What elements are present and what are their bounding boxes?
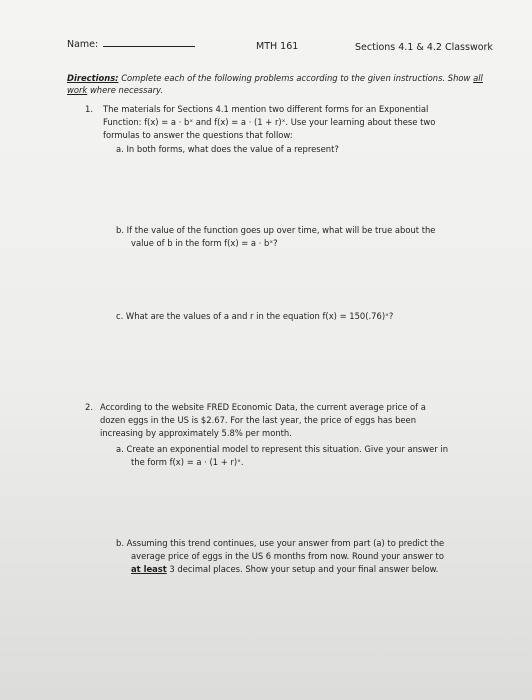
- q1c-text: c. What are the values of a and r in the equation f(x) = 150(.76)ˣ?: [116, 311, 394, 321]
- directions-work: work: [67, 85, 88, 95]
- q2a-line1: a. Create an exponential model to represent this situation. Give your answer in: [116, 444, 449, 454]
- directions-rest: where necessary.: [87, 85, 163, 95]
- course-title: MTH 161: [256, 41, 299, 52]
- q2b-line1: b. Assuming this trend continues, use your answer from part (a) to predict the: [116, 538, 445, 548]
- q1a-text: a. In both forms, what does the value of a represent?: [116, 144, 339, 154]
- q2-line3: increasing by approximately 5.8% per month.: [100, 428, 292, 438]
- q1b-line1: b. If the value of the function goes up over time, what will be true about the: [116, 225, 436, 235]
- q2b-at-least: at least: [131, 564, 167, 574]
- sections-title: Sections 4.1 & 4.2 Classwork: [355, 42, 493, 53]
- q1b-line2: value of b in the form f(x) = a · bˣ?: [131, 238, 278, 248]
- q1-line3: formulas to answer the questions that follow:: [103, 130, 293, 140]
- q1-line2: Function: f(x) = a · bˣ and f(x) = a · (1 + r)ˣ. Use your learning about these two: [103, 117, 436, 127]
- q2a-line2: the form f(x) = a · (1 + r)ˣ.: [131, 457, 244, 467]
- directions-line1: [67, 72, 483, 84]
- name-blank-line: [103, 46, 195, 47]
- directions-line2: [67, 84, 163, 96]
- q2b-line2: average price of eggs in the US 6 months from now. Round your answer to: [131, 551, 444, 561]
- directions-text: Complete each of the following problems according to the given instructions. Show: [118, 73, 474, 83]
- q1-number: 1.: [85, 104, 93, 114]
- q2-line2: dozen eggs in the US is $2.67. For the last year, the price of eggs has been: [100, 415, 417, 425]
- directions-label: Directions:: [67, 73, 119, 83]
- directions-all: all: [473, 73, 483, 83]
- q1-line1: The materials for Sections 4.1 mention two different forms for an Exponential: [103, 104, 429, 114]
- q2b-line3-rest: 3 decimal places. Show your setup and your final answer below.: [166, 564, 439, 574]
- name-label: Name:: [67, 39, 99, 50]
- q2-line1: According to the website FRED Economic Data, the current average price of a: [100, 402, 426, 412]
- q2b-line3: [131, 563, 438, 575]
- q2-number: 2.: [85, 402, 93, 412]
